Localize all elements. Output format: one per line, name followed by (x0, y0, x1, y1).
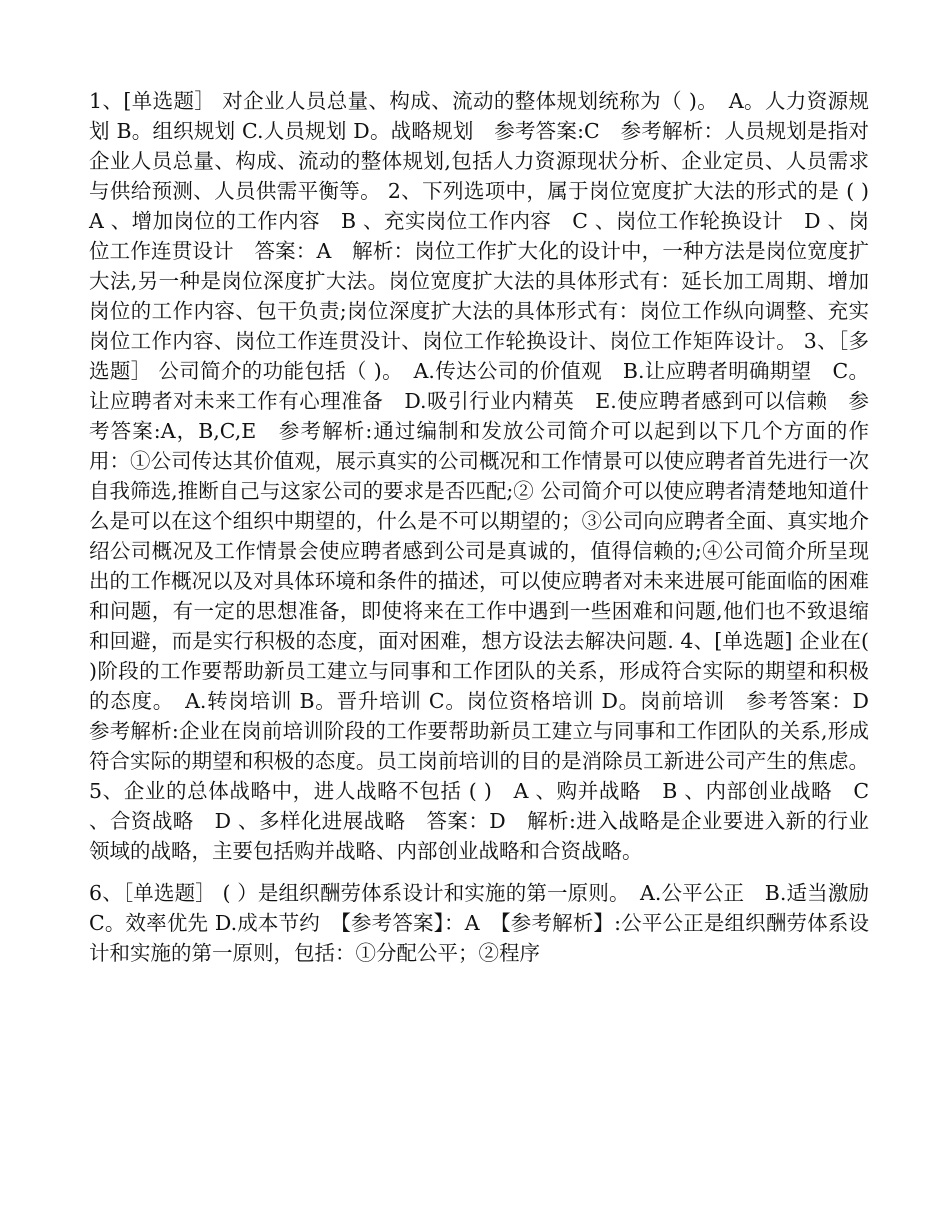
paragraph: 1、[单选题］ 对企业人员总量、构成、流动的整体规划统称为（ )。 A。人力资源规划 B。组织规划 C.人员规划 D。战略规划 参考答案:C 参考解析：人员规划是指对企业人员总量、构成、流动的整体规划,包括人力资源现状分析、企业定员、人员需求与供给预测、人员供需平衡等。 2、下列选项中，属于岗位宽度扩大法的形式的是 ( ) A 、增加岗位的工作内容 B 、充实岗位工作内容 C 、岗位工作轮换设计 D 、岗位工作连贯设计 答案：A 解析：岗位工作扩大化的设计中，一种方法是岗位宽度扩大法,另一种是岗位深度扩大法。岗位宽度扩大法的具体形式有：延长加工周期、增加岗位的工作内容、包干负责;岗位深度扩大法的具体形式有：岗位工作纵向调整、充实岗位工作内容、岗位工作连贯没计、岗位工作轮换设计、岗位工作矩阵设计。 3、［多选题］ 公司简介的功能包括（ )。 A.传达公司的价值观 B.让应聘者明确期望 C。让应聘者对未来工作有心理准备 D.吸引行业内精英 E.使应聘者感到可以信赖 参考答案:A，B,C,E 参考解析:通过编制和发放公司简介可以起到以下几个方面的作用：①公司传达其价值观，展示真实的公司概况和工作情景可以使应聘者首先进行一次自我筛选,推断自己与这家公司的要求是否匹配;② 公司简介可以使应聘者清楚地知道什么是可以在这个组织中期望的，什么是不可以期望的；③公司向应聘者全面、真实地介绍公司概况及工作情景会使应聘者感到公司是真诚的，值得信赖的;④公司简介所呈现出的工作概况以及对具体环境和条件的描述，可以使应聘者对未来进展可能面临的困难和问题，有一定的思想准备，即使将来在工作中遇到一些困难和问题,他们也不致退缩和回避，而是实行积极的态度，面对困难，想方设法去解决问题. 4、[单选题] 企业在( )阶段的工作要帮助新员工建立与同事和工作团队的关系，形成符合实际的期望和积极的态度。 A.转岗培训 B。晋升培训 C。岗位资格培训 D。岗前培训 参考答案：D 参考解析:企业在岗前培训阶段的工作要帮助新员工建立与同事和工作团队的关系,形成符合实际的期望和积极的态度。员工岗前培训的目的是消除员工新进公司产生的焦虑。 5、企业的总体战略中，进人战略不包括 ( ) A 、购并战略 B 、内部创业战略 C 、合资战略 D 、多样化进展战略 答案：D 解析:进入战略是企业要进入新的行业领域的战略，主要包括购并战略、内部创业战略和合资战略。 (89, 89, 890, 863)
document-body (89, 86, 890, 968)
paragraph: 6、［单选题］ ( ）是组织酬劳体系设计和实施的第一原则。 A.公平公正 B.适当激励 C。效率优先 D.成本节约 【参考答案】：A 【参考解析】:公平公正是组织酬劳体系设计和实施的第一原则，包括：①分配公平；②程序 (89, 881, 869, 965)
